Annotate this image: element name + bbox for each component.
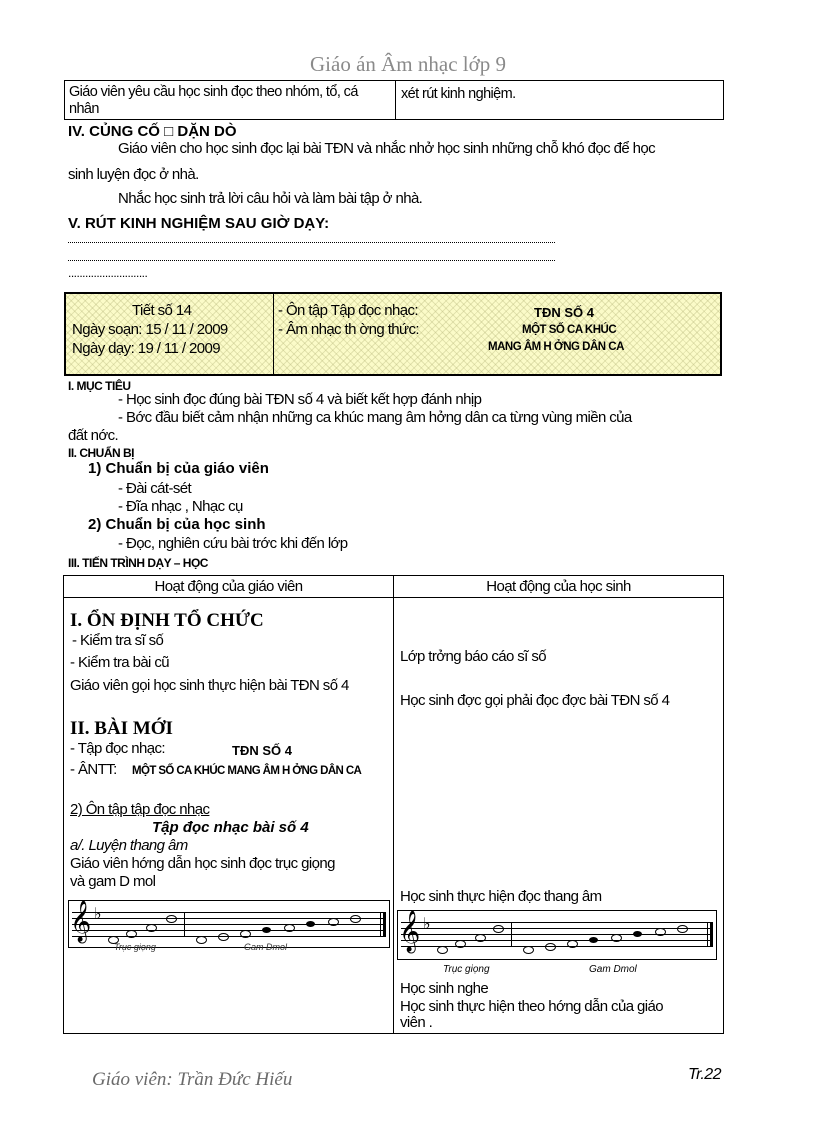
lesson-item-review: - Ôn tập Tập đọc nhạc: [278,302,418,319]
note-scale-7 [328,918,339,926]
teacher-tdn-value: TĐN SỐ 4 [232,743,292,758]
teacher-heading-organization: I. ỔN ĐỊNH TỔ CHỨC [70,610,264,631]
student-read-scale: Học sinh thực hiện đọc thang âm [400,888,602,905]
top-table [64,80,724,120]
teacher-guide-line1: Giáo viên hớng dẫn học sinh đọc trục giọng [70,855,335,872]
lesson-box-divider [273,294,274,374]
lesson-song-line1: MỘT SỐ CA KHÚC [522,324,617,336]
note-d2 [493,925,504,933]
student-monitor-report: Lớp trởng báo cáo sĩ số [400,648,546,665]
teacher-heading-new-lesson: II. BÀI MỚI [70,718,173,739]
section-iv-para2: Nhắc học sinh trả lời câu hỏi và làm bài tập ở nhà. [118,190,423,207]
note-scale-5 [284,924,295,932]
teacher-check-attendance: - Kiểm tra sĩ số [72,632,164,649]
col-header-student: Hoạt động của học sinh [486,578,631,595]
col-header-teacher: Hoạt động của giáo viên [154,578,303,595]
note-d2 [166,915,177,923]
top-table-divider [395,81,396,119]
lesson-song-line2: MANG ÂM H ỞNG DÂN CA [488,341,624,353]
note-f [126,930,137,938]
dotted-line-1 [68,242,555,243]
student-follow-line2: viên . [400,1016,433,1030]
teacher-check-homework: - Kiểm tra bài cũ [70,654,170,671]
top-table-right-cell: xét rút kinh nghiệm. [401,86,516,102]
final-barline-thick [383,912,386,937]
section-ii-sub2: 2) Chuẩn bị của học sinh [88,516,266,533]
activity-table [63,575,724,1034]
section-iv-heading: IV. CỦNG CỐ □ DẶN DÒ [68,123,237,140]
note-scale-6 [306,921,315,927]
top-table-left-cell: Giáo viên yêu cầu học sinh đọc theo nhóm, tổ, cá nhân [69,84,358,117]
treble-clef-icon: 𝄞 [399,911,421,952]
section-iii-heading: III. TIẾN TRÌNH DẠY – HỌC [68,556,208,570]
section-ii-sub2-item1: - Đọc, nghiên cứu bài trớc khi đến lớp [118,535,348,552]
teacher-antt-value: MỘT SỐ CA KHÚC MANG ÂM H ỞNG DÂN CA [132,765,362,777]
staff-label-scale: Gam Dmol [244,942,288,952]
note-scale-8 [677,925,688,933]
note-scale-3 [240,930,251,938]
note-scale-3 [567,940,578,948]
student-follow-line1: Học sinh thực hiện theo hớng dẫn của giáo [400,998,663,1015]
section-i-line2: - Bớc đầu biết cảm nhận những ca khúc mang âm hởng dân ca từng vùng miền của [118,409,632,426]
note-scale-4 [589,937,598,943]
section-i-line3: đất nớc. [68,427,119,444]
note-d [437,946,448,954]
teacher-music-staff [68,900,390,952]
section-ii-sub1-item1: - Đài cát-sét [118,480,192,497]
student-listen: Học sinh nghe [400,980,489,997]
note-scale-2 [545,943,556,951]
note-scale-2 [218,933,229,941]
teacher-review-heading: 2) Ôn tập tập đọc nhạc [70,801,210,818]
footer-teacher: Giáo viên: Trần Đức Hiếu [92,1069,293,1090]
student-music-staff [397,910,717,975]
teacher-guide-line2: và gam D mol [70,873,156,890]
note-scale-6 [633,931,642,937]
lesson-period: Tiết số 14 [132,302,192,319]
flat-icon: ♭ [94,904,102,923]
teacher-lesson-title: Tập đọc nhạc bài số 4 [152,819,309,836]
section-i-heading: I. MỤC TIÊU [68,379,131,393]
treble-clef-icon: 𝄞 [70,901,92,942]
section-ii-sub1-item2: - Đĩa nhạc , Nhạc cụ [118,498,243,515]
staff-label-axis: Trục giọng [114,942,156,952]
teacher-tdn-label: - Tập đọc nhạc: [70,740,165,757]
lesson-teach-date: Ngày dạy: 19 / 11 / 2009 [72,340,220,357]
footer-page-number: Tr.22 [688,1066,722,1083]
note-scale-5 [611,934,622,942]
section-iv-para1-line1: Giáo viên cho học sinh đọc lại bài TĐN và nhắc nhở học sinh những chỗ khó đọc để học [118,140,656,157]
lesson-item-music-appreciation: - Âm nhạc th ờng thức: [278,321,419,338]
lesson-tdn-title: TĐN SỐ 4 [534,305,594,320]
lesson-info-box [64,292,722,376]
section-ii-heading: II. CHUẨN BỊ [68,446,134,460]
note-scale-8 [350,915,361,923]
section-iv-para1-line2: sinh luyện đọc ở nhà. [68,166,199,183]
dotted-line-2 [68,260,555,261]
note-a [475,934,486,942]
final-barline-thin [707,922,708,947]
staff-label-axis: Trục giọng [443,964,490,975]
staff-label-scale: Gam Dmol [589,964,637,975]
section-v-heading: V. RÚT KINH NGHIỆM SAU GIỜ DẠY: [68,215,330,232]
dotted-line-3: ............................ [68,266,148,280]
lesson-prep-date: Ngày soạn: 15 / 11 / 2009 [72,321,228,338]
teacher-scale-label: a/. Luyện thang âm [70,837,188,854]
table-column-divider [393,576,394,1033]
final-barline-thick [710,922,713,947]
section-ii-sub1: 1) Chuẩn bị của giáo viên [88,460,269,477]
note-scale-1 [196,936,207,944]
section-i-line1: - Học sinh đọc đúng bài TĐN số 4 và biết kết hợp đánh nhịp [118,391,482,408]
note-scale-7 [655,928,666,936]
note-f [455,940,466,948]
flat-icon: ♭ [423,914,431,933]
final-barline-thin [380,912,381,937]
page-header-title: Giáo án Âm nhạc lớp 9 [310,52,506,76]
barline [511,922,512,947]
teacher-call-student: Giáo viên gọi học sinh thực hiện bài TĐN số 4 [70,677,349,694]
student-read-tdn: Học sinh đợc gọi phải đọc đợc bài TĐN số 4 [400,692,670,709]
note-scale-1 [523,946,534,954]
barline [184,912,185,937]
note-a [146,924,157,932]
teacher-antt-label: - ÂNTT: [70,761,117,778]
note-scale-4 [262,927,271,933]
